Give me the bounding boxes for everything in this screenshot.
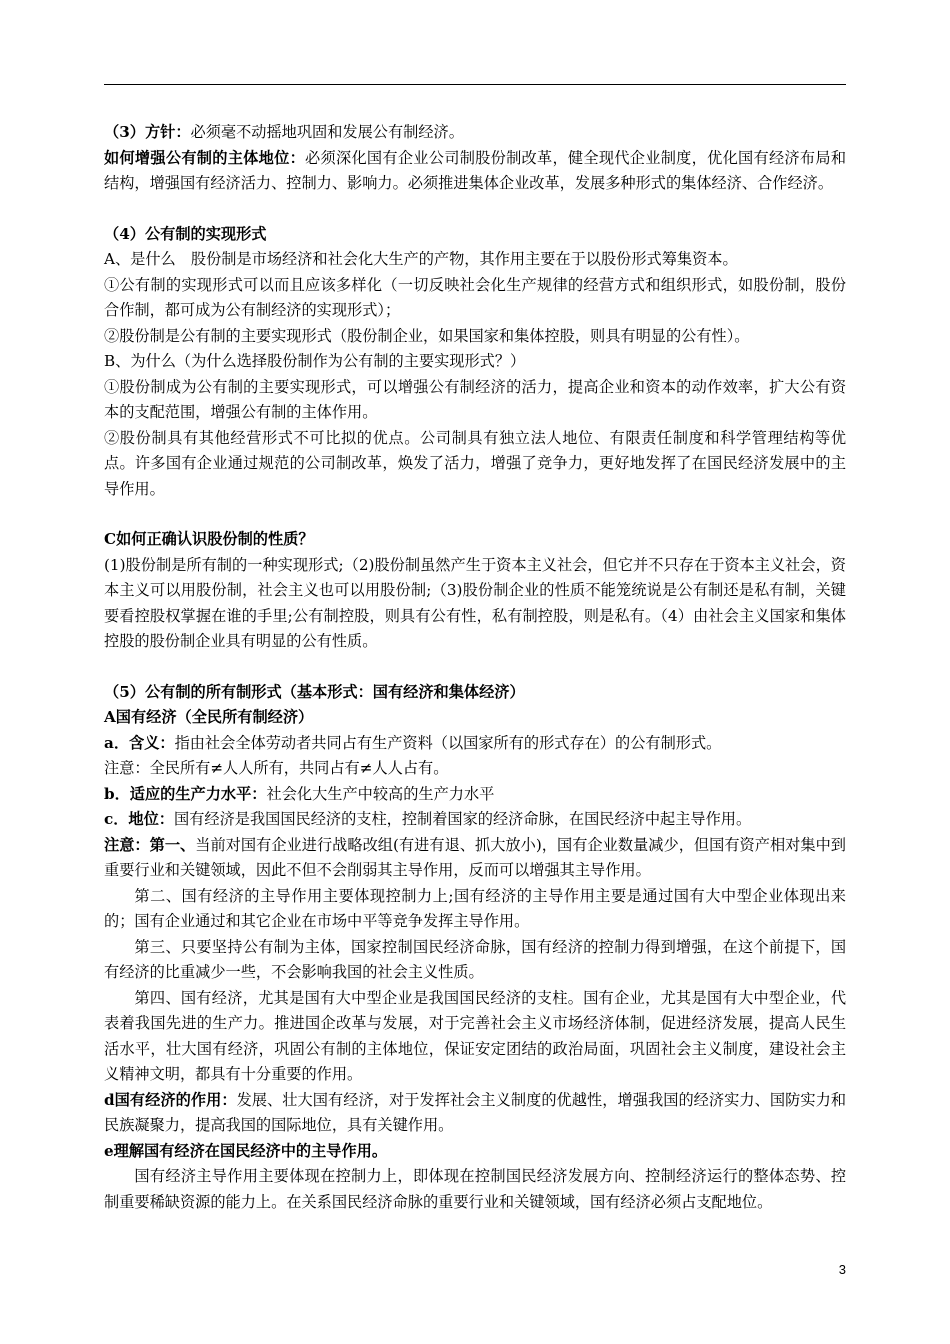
paragraph-why-2: ②股份制具有其他经营形式不可比拟的优点。公司制具有独立法人地位、有限责任制度和科学管理结构等优点。许多国有企业通过规范的公司制改革，焕发了活力，增强了竞争力，更好地发挥了在国民经济发展中的主导作用。 bbox=[104, 428, 846, 498]
paragraph-fourth: 第四、国有经济，尤其是国有大中型企业是我国国民经济的支柱。国有企业，尤其是国有大中型企业，代表着我国先进的生产力。推进国企改革与发展，对于完善社会主义市场经济体制，促进经济发展，提高人民生活水平，壮大国有经济，巩固公有制的主体地位，保证安定团结的政治局面，巩固社会主义制度，建设社会主义精神文明，都具有十分重要的作用。 bbox=[104, 988, 846, 1083]
paragraph-a-meaning: a．含义：指由社会全体劳动者共同占有生产资料（以国家所有的形式存在）的公有制形式。 bbox=[104, 733, 722, 752]
spacer bbox=[104, 502, 846, 527]
paragraph-point-1: ①公有制的实现形式可以而且应该多样化（一切反映社会化生产规律的经营方式和组织形式，如股份制，股份合作制，都可成为公有制经济的实现形式）； bbox=[104, 275, 846, 319]
paragraph-policy: （3）方针：必须毫不动摇地巩固和发展公有制经济。 bbox=[104, 123, 464, 141]
paragraph-why-1: ①股份制成为公有制的主要实现形式，可以增强公有制经济的活力，提高企业和资本的动作效率，扩大公有资本的支配范围，增强公有制的主体作用。 bbox=[104, 377, 846, 421]
paragraph-what: A、是什么 股份制是市场经济和社会化大生产的产物，其作用主要在于以股份形式筹集资本。 bbox=[104, 250, 738, 268]
heading-c: C如何正确认识股份制的性质？ bbox=[104, 530, 314, 548]
page-number: 3 bbox=[838, 1262, 846, 1277]
paragraph-note-first: 注意：第一、当前对国有企业进行战略改组(有进有退、抓大放小)，国有企业数量减少，但国有资产相对集中到重要行业和关键领域，因此不但不会削弱其主导作用，反而可以增强其主导作用。 bbox=[104, 835, 846, 879]
header-rule bbox=[104, 84, 846, 85]
paragraph-e-text: 国有经济主导作用主要体现在控制力上，即体现在控制国民经济发展方向、控制经济运行的整体态势、控制重要稀缺资源的能力上。在关系国民经济命脉的重要行业和关键领域，国有经济必须占支配地位。 bbox=[104, 1167, 846, 1211]
paragraph-strengthen-public: 如何增强公有制的主体地位：必须深化国有企业公司制股份制改革，健全现代企业制度，优化国有经济布局和结构，增强国有经济活力、控制力、影响力。必须推进集体企业改革，发展多种形式的集体经济、合作经济。 bbox=[104, 148, 847, 192]
heading-a-state-economy: A国有经济（全民所有制经济） bbox=[104, 708, 314, 726]
heading-e: e理解国有经济在国民经济中的主导作用。 bbox=[104, 1141, 388, 1160]
page-body bbox=[104, 120, 846, 1215]
paragraph-b-productivity: b．适应的生产力水平：社会化大生产中较高的生产力水平 bbox=[104, 784, 495, 803]
paragraph-third: 第三、只要坚持公有制为主体，国家控制国民经济命脉，国有经济的控制力得到增强，在这个前提下，国有经济的比重减少一些，不会影响我国的社会主义性质。 bbox=[104, 937, 846, 981]
spacer bbox=[104, 655, 846, 680]
paragraph-c-status: c．地位：国有经济是我国国民经济的支柱，控制着国家的经济命脉，在国民经济中起主导作用。 bbox=[104, 810, 752, 828]
paragraph-d-role: d国有经济的作用：发展、壮大国有经济，对于发挥社会主义制度的优越性，增强我国的经济实力、国防实力和民族凝聚力，提高我国的国际地位，具有关键作用。 bbox=[104, 1090, 847, 1134]
section-heading-5: （5）公有制的所有制形式（基本形式：国有经济和集体经济） bbox=[104, 682, 525, 701]
paragraph-shareholding-nature: (1)股份制是所有制的一种实现形式;（2)股份制虽然产生于资本主义社会，但它并不只存在于资本主义社会，资本主义可以用股份制，社会主义也可以用股份制;（3)股份制企业的性质不能笼统说是公有制还是私有制，关键要看控股权掌握在谁的手里;公有制控股，则具有公有性，私有制控股，则是私有。（4）由社会主义国家和集体控股的股份制企业具有明显的公有性质。 bbox=[104, 555, 846, 650]
spacer bbox=[104, 197, 846, 222]
paragraph-why: B、为什么（为什么选择股份制作为公有制的主要实现形式？） bbox=[104, 352, 526, 370]
paragraph-second: 第二、国有经济的主导作用主要体现控制力上;国有经济的主导作用主要是通过国有大中型企业体现出来的；国有企业通过和其它企业在市场中平等竞争发挥主导作用。 bbox=[104, 886, 846, 930]
section-heading-4: （4）公有制的实现形式 bbox=[104, 224, 267, 243]
paragraph-note: 注意：全民所有≠人人所有，共同占有≠人人占有。 bbox=[104, 759, 449, 777]
paragraph-point-2: ②股份制是公有制的主要实现形式（股份制企业，如果国家和集体控股，则具有明显的公有性）。 bbox=[104, 326, 750, 345]
